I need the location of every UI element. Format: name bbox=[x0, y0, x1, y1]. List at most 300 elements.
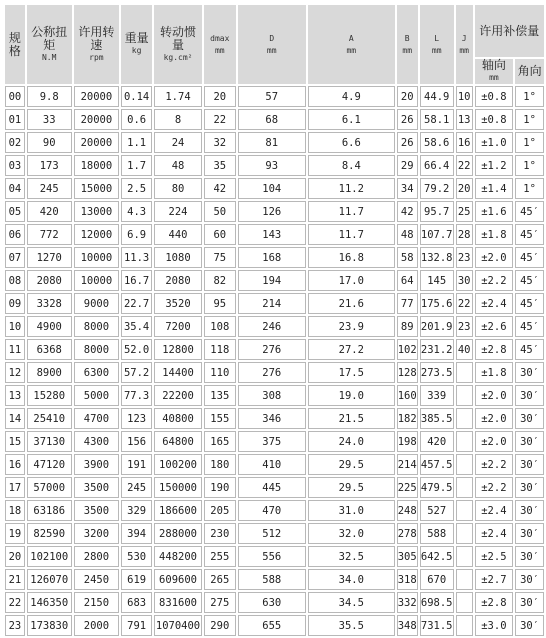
cell-j bbox=[456, 500, 473, 521]
cell-l: 107.7 bbox=[420, 224, 454, 245]
cell-b: 332 bbox=[397, 592, 418, 613]
cell-speed: 2800 bbox=[74, 546, 120, 567]
table-row bbox=[5, 362, 544, 383]
cell-dmax: 110 bbox=[204, 362, 236, 383]
cell-d: 276 bbox=[238, 362, 306, 383]
cell-weight: 0.14 bbox=[121, 86, 152, 107]
cell-l: 145 bbox=[420, 270, 454, 291]
cell-axial: ±2.0 bbox=[475, 408, 514, 429]
cell-d: 68 bbox=[238, 109, 306, 130]
cell-a: 27.2 bbox=[308, 339, 395, 360]
cell-b: 198 bbox=[397, 431, 418, 452]
cell-angular: 45′ bbox=[515, 224, 544, 245]
table-row bbox=[5, 523, 544, 544]
cell-weight: 1.7 bbox=[121, 155, 152, 176]
cell-b: 128 bbox=[397, 362, 418, 383]
cell-angular: 45′ bbox=[515, 316, 544, 337]
cell-j: 28 bbox=[456, 224, 473, 245]
cell-j bbox=[456, 546, 473, 567]
cell-angular: 45′ bbox=[515, 201, 544, 222]
cell-spec: 17 bbox=[5, 477, 25, 498]
table-row bbox=[5, 546, 544, 567]
table-row bbox=[5, 178, 544, 199]
cell-angular: 30′ bbox=[515, 546, 544, 567]
cell-d: 93 bbox=[238, 155, 306, 176]
cell-j: 10 bbox=[456, 86, 473, 107]
table-row bbox=[5, 201, 544, 222]
cell-speed: 8000 bbox=[74, 339, 120, 360]
cell-torque: 772 bbox=[27, 224, 72, 245]
cell-j: 25 bbox=[456, 201, 473, 222]
table-row bbox=[5, 615, 544, 636]
cell-dmax: 108 bbox=[204, 316, 236, 337]
table-row bbox=[5, 247, 544, 268]
cell-torque: 90 bbox=[27, 132, 72, 153]
cell-d: 168 bbox=[238, 247, 306, 268]
cell-b: 26 bbox=[397, 132, 418, 153]
cell-dmax: 50 bbox=[204, 201, 236, 222]
cell-inertia: 48 bbox=[154, 155, 202, 176]
cell-axial: ±2.0 bbox=[475, 385, 514, 406]
cell-angular: 30′ bbox=[515, 592, 544, 613]
cell-j bbox=[456, 569, 473, 590]
cell-angular: 1° bbox=[515, 109, 544, 130]
cell-torque: 420 bbox=[27, 201, 72, 222]
cell-j bbox=[456, 523, 473, 544]
cell-speed: 3500 bbox=[74, 477, 120, 498]
cell-weight: 77.3 bbox=[121, 385, 152, 406]
cell-l: 588 bbox=[420, 523, 454, 544]
cell-b: 305 bbox=[397, 546, 418, 567]
cell-torque: 146350 bbox=[27, 592, 72, 613]
cell-spec: 00 bbox=[5, 86, 25, 107]
cell-b: 278 bbox=[397, 523, 418, 544]
cell-dmax: 35 bbox=[204, 155, 236, 176]
cell-axial: ±2.2 bbox=[475, 477, 514, 498]
table-row bbox=[5, 592, 544, 613]
cell-d: 246 bbox=[238, 316, 306, 337]
cell-inertia: 40800 bbox=[154, 408, 202, 429]
cell-dmax: 290 bbox=[204, 615, 236, 636]
cell-angular: 30′ bbox=[515, 408, 544, 429]
cell-speed: 20000 bbox=[74, 109, 120, 130]
cell-inertia: 2080 bbox=[154, 270, 202, 291]
cell-axial: ±1.2 bbox=[475, 155, 514, 176]
cell-a: 34.0 bbox=[308, 569, 395, 590]
cell-spec: 13 bbox=[5, 385, 25, 406]
cell-inertia: 1.74 bbox=[154, 86, 202, 107]
table-row bbox=[5, 224, 544, 245]
cell-l: 175.6 bbox=[420, 293, 454, 314]
cell-weight: 4.3 bbox=[121, 201, 152, 222]
cell-spec: 16 bbox=[5, 454, 25, 475]
cell-angular: 30′ bbox=[515, 500, 544, 521]
cell-axial: ±2.6 bbox=[475, 316, 514, 337]
cell-dmax: 165 bbox=[204, 431, 236, 452]
cell-speed: 3900 bbox=[74, 454, 120, 475]
table-row bbox=[5, 500, 544, 521]
cell-speed: 4700 bbox=[74, 408, 120, 429]
cell-speed: 4300 bbox=[74, 431, 120, 452]
cell-speed: 6300 bbox=[74, 362, 120, 383]
cell-spec: 21 bbox=[5, 569, 25, 590]
cell-a: 29.5 bbox=[308, 454, 395, 475]
cell-spec: 20 bbox=[5, 546, 25, 567]
cell-d: 346 bbox=[238, 408, 306, 429]
cell-l: 58.1 bbox=[420, 109, 454, 130]
cell-dmax: 230 bbox=[204, 523, 236, 544]
cell-axial: ±2.5 bbox=[475, 546, 514, 567]
cell-b: 29 bbox=[397, 155, 418, 176]
cell-b: 48 bbox=[397, 224, 418, 245]
cell-j: 13 bbox=[456, 109, 473, 130]
cell-inertia: 12800 bbox=[154, 339, 202, 360]
cell-torque: 47120 bbox=[27, 454, 72, 475]
cell-a: 32.0 bbox=[308, 523, 395, 544]
cell-torque: 25410 bbox=[27, 408, 72, 429]
cell-axial: ±0.8 bbox=[475, 109, 514, 130]
cell-dmax: 135 bbox=[204, 385, 236, 406]
cell-dmax: 22 bbox=[204, 109, 236, 130]
cell-d: 308 bbox=[238, 385, 306, 406]
header-spec: 规格 bbox=[5, 5, 25, 84]
cell-d: 143 bbox=[238, 224, 306, 245]
cell-angular: 30′ bbox=[515, 615, 544, 636]
table-row bbox=[5, 339, 544, 360]
cell-axial: ±1.8 bbox=[475, 224, 514, 245]
cell-angular: 30′ bbox=[515, 477, 544, 498]
cell-b: 77 bbox=[397, 293, 418, 314]
cell-inertia: 8 bbox=[154, 109, 202, 130]
cell-torque: 15280 bbox=[27, 385, 72, 406]
cell-dmax: 20 bbox=[204, 86, 236, 107]
cell-b: 160 bbox=[397, 385, 418, 406]
cell-weight: 123 bbox=[121, 408, 152, 429]
cell-d: 276 bbox=[238, 339, 306, 360]
cell-dmax: 155 bbox=[204, 408, 236, 429]
cell-torque: 173830 bbox=[27, 615, 72, 636]
header-angular: 角向 bbox=[515, 59, 544, 84]
cell-speed: 18000 bbox=[74, 155, 120, 176]
cell-d: 81 bbox=[238, 132, 306, 153]
cell-d: 655 bbox=[238, 615, 306, 636]
cell-weight: 156 bbox=[121, 431, 152, 452]
cell-d: 445 bbox=[238, 477, 306, 498]
cell-a: 34.5 bbox=[308, 592, 395, 613]
cell-weight: 57.2 bbox=[121, 362, 152, 383]
cell-inertia: 100200 bbox=[154, 454, 202, 475]
cell-inertia: 186600 bbox=[154, 500, 202, 521]
table-row bbox=[5, 408, 544, 429]
cell-axial: ±2.8 bbox=[475, 339, 514, 360]
coupling-spec-table-container bbox=[3, 3, 546, 638]
cell-weight: 394 bbox=[121, 523, 152, 544]
cell-spec: 23 bbox=[5, 615, 25, 636]
cell-spec: 22 bbox=[5, 592, 25, 613]
cell-b: 34 bbox=[397, 178, 418, 199]
header-torque: 公称扭矩 N.M bbox=[27, 5, 72, 84]
cell-angular: 30′ bbox=[515, 569, 544, 590]
cell-b: 214 bbox=[397, 454, 418, 475]
cell-angular: 45′ bbox=[515, 293, 544, 314]
cell-b: 225 bbox=[397, 477, 418, 498]
cell-torque: 245 bbox=[27, 178, 72, 199]
cell-weight: 0.6 bbox=[121, 109, 152, 130]
cell-inertia: 1080 bbox=[154, 247, 202, 268]
cell-angular: 1° bbox=[515, 132, 544, 153]
cell-spec: 12 bbox=[5, 362, 25, 383]
cell-weight: 16.7 bbox=[121, 270, 152, 291]
cell-speed: 15000 bbox=[74, 178, 120, 199]
cell-spec: 01 bbox=[5, 109, 25, 130]
cell-torque: 8900 bbox=[27, 362, 72, 383]
cell-speed: 10000 bbox=[74, 247, 120, 268]
cell-weight: 11.3 bbox=[121, 247, 152, 268]
cell-angular: 30′ bbox=[515, 362, 544, 383]
cell-weight: 6.9 bbox=[121, 224, 152, 245]
header-l: L mm bbox=[420, 5, 454, 84]
cell-j bbox=[456, 454, 473, 475]
cell-speed: 8000 bbox=[74, 316, 120, 337]
cell-l: 670 bbox=[420, 569, 454, 590]
cell-inertia: 7200 bbox=[154, 316, 202, 337]
table-row bbox=[5, 385, 544, 406]
cell-j: 22 bbox=[456, 155, 473, 176]
table-row bbox=[5, 270, 544, 291]
cell-axial: ±0.8 bbox=[475, 86, 514, 107]
cell-d: 375 bbox=[238, 431, 306, 452]
cell-dmax: 190 bbox=[204, 477, 236, 498]
cell-j: 16 bbox=[456, 132, 473, 153]
table-row bbox=[5, 86, 544, 107]
cell-angular: 30′ bbox=[515, 431, 544, 452]
cell-j bbox=[456, 408, 473, 429]
cell-l: 58.6 bbox=[420, 132, 454, 153]
cell-torque: 57000 bbox=[27, 477, 72, 498]
cell-l: 479.5 bbox=[420, 477, 454, 498]
cell-d: 104 bbox=[238, 178, 306, 199]
cell-angular: 1° bbox=[515, 155, 544, 176]
cell-b: 26 bbox=[397, 109, 418, 130]
cell-inertia: 1070400 bbox=[154, 615, 202, 636]
cell-speed: 13000 bbox=[74, 201, 120, 222]
cell-d: 214 bbox=[238, 293, 306, 314]
cell-torque: 4900 bbox=[27, 316, 72, 337]
cell-l: 132.8 bbox=[420, 247, 454, 268]
cell-weight: 791 bbox=[121, 615, 152, 636]
cell-axial: ±2.0 bbox=[475, 431, 514, 452]
cell-a: 16.8 bbox=[308, 247, 395, 268]
cell-torque: 82590 bbox=[27, 523, 72, 544]
cell-b: 58 bbox=[397, 247, 418, 268]
cell-d: 588 bbox=[238, 569, 306, 590]
cell-inertia: 22200 bbox=[154, 385, 202, 406]
cell-d: 126 bbox=[238, 201, 306, 222]
cell-inertia: 24 bbox=[154, 132, 202, 153]
cell-axial: ±1.8 bbox=[475, 362, 514, 383]
cell-angular: 1° bbox=[515, 178, 544, 199]
table-row bbox=[5, 155, 544, 176]
cell-spec: 05 bbox=[5, 201, 25, 222]
cell-a: 11.2 bbox=[308, 178, 395, 199]
cell-a: 35.5 bbox=[308, 615, 395, 636]
cell-speed: 2450 bbox=[74, 569, 120, 590]
header-b: B mm bbox=[397, 5, 418, 84]
header-dmax: dmax mm bbox=[204, 5, 236, 84]
cell-speed: 20000 bbox=[74, 132, 120, 153]
cell-l: 457.5 bbox=[420, 454, 454, 475]
cell-angular: 45′ bbox=[515, 270, 544, 291]
table-row bbox=[5, 109, 544, 130]
cell-spec: 14 bbox=[5, 408, 25, 429]
cell-axial: ±2.7 bbox=[475, 569, 514, 590]
coupling-spec-table bbox=[3, 3, 546, 638]
header-inertia: 转动惯量 kg.cm² bbox=[154, 5, 202, 84]
cell-speed: 10000 bbox=[74, 270, 120, 291]
cell-weight: 22.7 bbox=[121, 293, 152, 314]
cell-weight: 619 bbox=[121, 569, 152, 590]
cell-weight: 530 bbox=[121, 546, 152, 567]
cell-axial: ±2.2 bbox=[475, 270, 514, 291]
cell-axial: ±3.0 bbox=[475, 615, 514, 636]
cell-a: 6.6 bbox=[308, 132, 395, 153]
cell-inertia: 440 bbox=[154, 224, 202, 245]
cell-j: 22 bbox=[456, 293, 473, 314]
cell-dmax: 180 bbox=[204, 454, 236, 475]
cell-a: 23.9 bbox=[308, 316, 395, 337]
cell-speed: 5000 bbox=[74, 385, 120, 406]
cell-weight: 35.4 bbox=[121, 316, 152, 337]
header-compensation: 许用补偿量 bbox=[475, 5, 544, 57]
cell-j: 30 bbox=[456, 270, 473, 291]
cell-l: 339 bbox=[420, 385, 454, 406]
table-row bbox=[5, 132, 544, 153]
cell-b: 248 bbox=[397, 500, 418, 521]
header-speed: 许用转速 rpm bbox=[74, 5, 120, 84]
cell-l: 273.5 bbox=[420, 362, 454, 383]
cell-j bbox=[456, 592, 473, 613]
cell-a: 6.1 bbox=[308, 109, 395, 130]
cell-dmax: 255 bbox=[204, 546, 236, 567]
cell-inertia: 609600 bbox=[154, 569, 202, 590]
cell-axial: ±1.0 bbox=[475, 132, 514, 153]
cell-j bbox=[456, 431, 473, 452]
table-row bbox=[5, 293, 544, 314]
cell-angular: 30′ bbox=[515, 454, 544, 475]
cell-spec: 06 bbox=[5, 224, 25, 245]
cell-torque: 126070 bbox=[27, 569, 72, 590]
cell-angular: 45′ bbox=[515, 247, 544, 268]
cell-j bbox=[456, 615, 473, 636]
cell-l: 79.2 bbox=[420, 178, 454, 199]
cell-inertia: 64800 bbox=[154, 431, 202, 452]
cell-spec: 02 bbox=[5, 132, 25, 153]
cell-l: 385.5 bbox=[420, 408, 454, 429]
cell-l: 66.4 bbox=[420, 155, 454, 176]
cell-a: 24.0 bbox=[308, 431, 395, 452]
cell-d: 512 bbox=[238, 523, 306, 544]
table-row bbox=[5, 477, 544, 498]
cell-torque: 102100 bbox=[27, 546, 72, 567]
cell-inertia: 831600 bbox=[154, 592, 202, 613]
cell-weight: 245 bbox=[121, 477, 152, 498]
cell-spec: 10 bbox=[5, 316, 25, 337]
cell-dmax: 32 bbox=[204, 132, 236, 153]
cell-speed: 2150 bbox=[74, 592, 120, 613]
cell-weight: 52.0 bbox=[121, 339, 152, 360]
cell-dmax: 60 bbox=[204, 224, 236, 245]
cell-spec: 19 bbox=[5, 523, 25, 544]
header-axial: 轴向 mm bbox=[475, 59, 514, 84]
cell-d: 410 bbox=[238, 454, 306, 475]
cell-angular: 30′ bbox=[515, 385, 544, 406]
cell-a: 21.6 bbox=[308, 293, 395, 314]
cell-axial: ±2.2 bbox=[475, 454, 514, 475]
cell-axial: ±2.4 bbox=[475, 500, 514, 521]
cell-d: 470 bbox=[238, 500, 306, 521]
cell-l: 731.5 bbox=[420, 615, 454, 636]
cell-speed: 12000 bbox=[74, 224, 120, 245]
cell-inertia: 80 bbox=[154, 178, 202, 199]
cell-b: 64 bbox=[397, 270, 418, 291]
cell-l: 642.5 bbox=[420, 546, 454, 567]
cell-speed: 2000 bbox=[74, 615, 120, 636]
cell-spec: 03 bbox=[5, 155, 25, 176]
cell-l: 44.9 bbox=[420, 86, 454, 107]
cell-inertia: 224 bbox=[154, 201, 202, 222]
header-d: D mm bbox=[238, 5, 306, 84]
cell-axial: ±2.4 bbox=[475, 523, 514, 544]
cell-a: 21.5 bbox=[308, 408, 395, 429]
cell-a: 8.4 bbox=[308, 155, 395, 176]
cell-spec: 08 bbox=[5, 270, 25, 291]
cell-inertia: 3520 bbox=[154, 293, 202, 314]
cell-j bbox=[456, 477, 473, 498]
cell-spec: 18 bbox=[5, 500, 25, 521]
cell-spec: 09 bbox=[5, 293, 25, 314]
cell-dmax: 75 bbox=[204, 247, 236, 268]
cell-weight: 2.5 bbox=[121, 178, 152, 199]
cell-d: 194 bbox=[238, 270, 306, 291]
cell-l: 527 bbox=[420, 500, 454, 521]
cell-a: 11.7 bbox=[308, 201, 395, 222]
cell-spec: 04 bbox=[5, 178, 25, 199]
cell-a: 31.0 bbox=[308, 500, 395, 521]
cell-torque: 37130 bbox=[27, 431, 72, 452]
cell-b: 318 bbox=[397, 569, 418, 590]
cell-inertia: 150000 bbox=[154, 477, 202, 498]
cell-inertia: 448200 bbox=[154, 546, 202, 567]
cell-dmax: 265 bbox=[204, 569, 236, 590]
cell-weight: 683 bbox=[121, 592, 152, 613]
cell-d: 57 bbox=[238, 86, 306, 107]
cell-axial: ±2.8 bbox=[475, 592, 514, 613]
cell-dmax: 275 bbox=[204, 592, 236, 613]
cell-j: 20 bbox=[456, 178, 473, 199]
cell-speed: 20000 bbox=[74, 86, 120, 107]
cell-spec: 15 bbox=[5, 431, 25, 452]
cell-spec: 11 bbox=[5, 339, 25, 360]
cell-a: 4.9 bbox=[308, 86, 395, 107]
header-a: A mm bbox=[308, 5, 395, 84]
cell-j bbox=[456, 362, 473, 383]
cell-speed: 3200 bbox=[74, 523, 120, 544]
cell-weight: 1.1 bbox=[121, 132, 152, 153]
cell-dmax: 118 bbox=[204, 339, 236, 360]
table-row bbox=[5, 454, 544, 475]
header-weight: 重量 kg bbox=[121, 5, 152, 84]
cell-angular: 1° bbox=[515, 86, 544, 107]
